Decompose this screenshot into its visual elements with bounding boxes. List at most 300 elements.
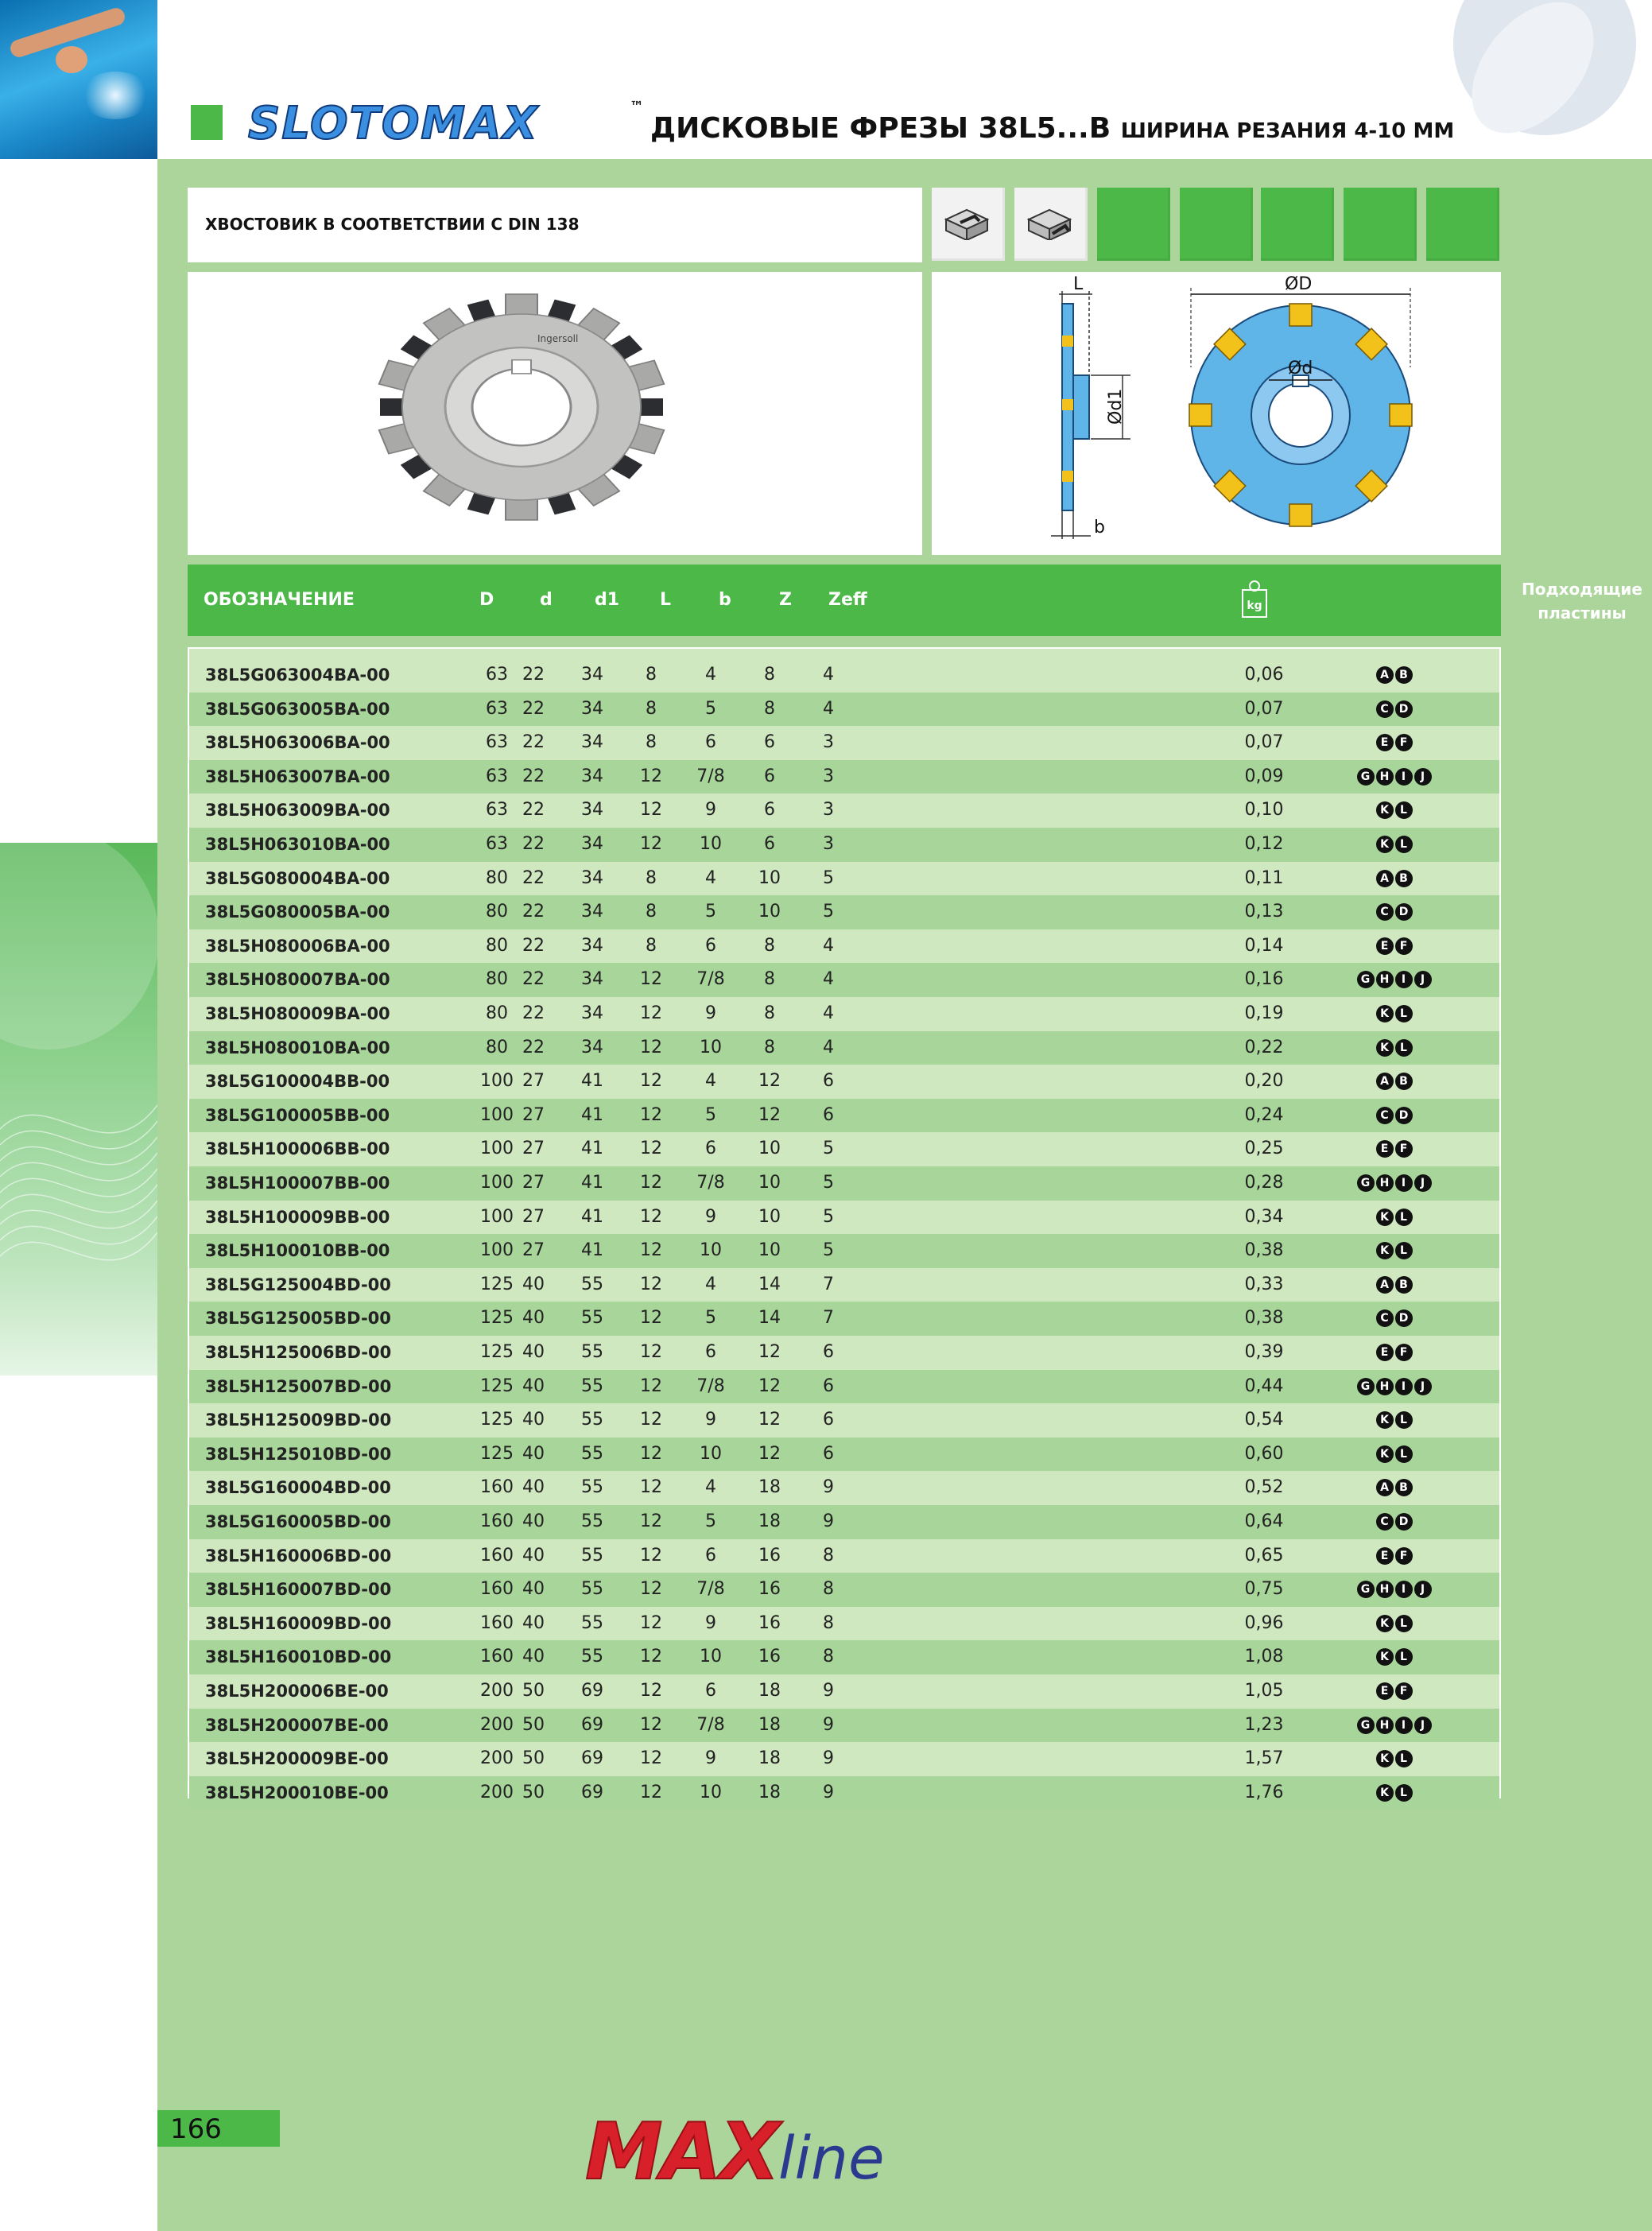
cell-weight: 0,22 bbox=[1244, 1037, 1284, 1057]
cell-z: 10 bbox=[758, 1139, 781, 1159]
insert-badge: A bbox=[1376, 1073, 1394, 1090]
swimmer-photo bbox=[0, 0, 157, 159]
cell-z: 14 bbox=[758, 1308, 781, 1329]
cell-d: 200 bbox=[480, 1681, 514, 1701]
cell-z: 12 bbox=[758, 1071, 781, 1092]
cell-designation: 38L5G063005BA-00 bbox=[205, 699, 390, 719]
cell-d: 40 bbox=[522, 1410, 545, 1430]
cell-b: 4 bbox=[705, 1071, 716, 1092]
title-text: ДИСКОВЫЕ ФРЕЗЫ 38L5...B bbox=[650, 112, 1111, 145]
cell-inserts bbox=[1320, 793, 1469, 828]
insert-badge: L bbox=[1395, 1039, 1413, 1057]
cell-zeff: 5 bbox=[823, 1240, 834, 1261]
cell-inserts bbox=[1320, 862, 1469, 896]
cell-d: 27 bbox=[522, 1104, 545, 1125]
insert-badge: G bbox=[1357, 1378, 1375, 1395]
cell-b: 6 bbox=[705, 935, 716, 956]
cell-inserts bbox=[1320, 1403, 1469, 1438]
cell-d: 22 bbox=[522, 1037, 545, 1057]
cell-designation: 38L5G100005BB-00 bbox=[205, 1105, 390, 1125]
table-row bbox=[189, 895, 1499, 929]
table-row bbox=[189, 1065, 1499, 1099]
cell-weight: 0,19 bbox=[1244, 1003, 1284, 1023]
cell-d: 80 bbox=[486, 935, 508, 956]
cell-z: 12 bbox=[758, 1342, 781, 1362]
cell-l: 12 bbox=[640, 1104, 662, 1125]
cell-d: 27 bbox=[522, 1240, 545, 1261]
table-row bbox=[189, 1166, 1499, 1201]
slotting-icon bbox=[943, 207, 991, 240]
cell-inserts bbox=[1320, 1742, 1469, 1776]
cell-z: 18 bbox=[758, 1714, 781, 1735]
cell-z: 8 bbox=[764, 1037, 775, 1057]
insert-badge: A bbox=[1376, 870, 1394, 887]
cell-l: 12 bbox=[640, 1342, 662, 1362]
cell-zeff: 8 bbox=[823, 1647, 834, 1667]
cell-zeff: 4 bbox=[823, 935, 834, 956]
insert-badge: B bbox=[1395, 1479, 1413, 1496]
cell-d: 27 bbox=[522, 1139, 545, 1159]
cell-d1: 34 bbox=[581, 834, 603, 854]
insert-badge: F bbox=[1395, 1344, 1413, 1361]
cell-l: 12 bbox=[640, 1375, 662, 1396]
cell-zeff: 3 bbox=[823, 834, 834, 854]
cell-zeff: 7 bbox=[823, 1308, 834, 1329]
cell-z: 6 bbox=[764, 732, 775, 753]
cell-b: 9 bbox=[705, 800, 716, 821]
insert-badge: L bbox=[1395, 1242, 1413, 1259]
cell-z: 6 bbox=[764, 800, 775, 821]
cell-inserts bbox=[1320, 997, 1469, 1031]
cell-inserts bbox=[1320, 1370, 1469, 1404]
insert-badge: H bbox=[1376, 1717, 1394, 1734]
cell-inserts bbox=[1320, 929, 1469, 964]
cell-z: 10 bbox=[758, 1173, 781, 1193]
cell-d: 22 bbox=[522, 766, 545, 786]
cell-d: 200 bbox=[480, 1748, 514, 1769]
insert-badge: C bbox=[1376, 700, 1394, 718]
cell-b: 10 bbox=[700, 1240, 722, 1261]
cell-d1: 41 bbox=[581, 1104, 603, 1125]
cell-d: 100 bbox=[480, 1071, 514, 1092]
insert-badge: I bbox=[1395, 971, 1413, 988]
cell-z: 18 bbox=[758, 1748, 781, 1769]
insert-badge: G bbox=[1357, 971, 1375, 988]
cell-inserts bbox=[1320, 963, 1469, 997]
cell-designation: 38L5G100004BB-00 bbox=[205, 1072, 390, 1092]
insert-badge: C bbox=[1376, 1310, 1394, 1327]
cell-d1: 69 bbox=[581, 1782, 603, 1802]
insert-badge: F bbox=[1395, 1140, 1413, 1158]
shank-standard-label: ХВОСТОВИК В СООТВЕТСТВИИ С DIN 138 bbox=[205, 215, 580, 234]
cell-zeff: 5 bbox=[823, 902, 834, 922]
cell-d: 100 bbox=[480, 1173, 514, 1193]
insert-badge: K bbox=[1376, 1615, 1394, 1632]
cell-inserts bbox=[1320, 726, 1469, 760]
cell-l: 12 bbox=[640, 1274, 662, 1294]
cell-d1: 55 bbox=[581, 1647, 603, 1667]
cell-designation: 38L5H080010BA-00 bbox=[205, 1038, 390, 1057]
cell-inserts bbox=[1320, 1573, 1469, 1607]
cell-zeff: 9 bbox=[823, 1681, 834, 1701]
insert-badge: L bbox=[1395, 1648, 1413, 1666]
cell-designation: 38L5H160010BD-00 bbox=[205, 1647, 392, 1667]
cell-designation: 38L5H063007BA-00 bbox=[205, 766, 390, 786]
cell-designation: 38L5G125004BD-00 bbox=[205, 1275, 391, 1294]
cell-l: 12 bbox=[640, 1037, 662, 1057]
cell-zeff: 3 bbox=[823, 766, 834, 786]
insert-badge: F bbox=[1395, 937, 1413, 955]
cell-z: 8 bbox=[764, 969, 775, 990]
insert-badge: J bbox=[1414, 1717, 1432, 1734]
cell-designation: 38L5G063004BA-00 bbox=[205, 665, 390, 685]
cell-designation: 38L5H160007BD-00 bbox=[205, 1580, 392, 1600]
column-D: D bbox=[479, 590, 494, 610]
cell-d: 80 bbox=[486, 1003, 508, 1023]
cell-weight: 1,08 bbox=[1244, 1647, 1284, 1667]
cell-inserts bbox=[1320, 1302, 1469, 1336]
insert-badge: J bbox=[1414, 971, 1432, 988]
cell-weight: 0,25 bbox=[1244, 1139, 1284, 1159]
cell-d1: 69 bbox=[581, 1714, 603, 1735]
cell-d: 50 bbox=[522, 1782, 545, 1802]
cell-b: 6 bbox=[705, 732, 716, 753]
cell-d1: 34 bbox=[581, 1003, 603, 1023]
cell-zeff: 8 bbox=[823, 1612, 834, 1633]
cell-z: 18 bbox=[758, 1511, 781, 1531]
cell-d1: 55 bbox=[581, 1511, 603, 1531]
cell-designation: 38L5G160005BD-00 bbox=[205, 1512, 391, 1531]
cell-designation: 38L5H200007BE-00 bbox=[205, 1715, 389, 1735]
cell-l: 12 bbox=[640, 1173, 662, 1193]
cell-zeff: 7 bbox=[823, 1274, 834, 1294]
cell-z: 16 bbox=[758, 1612, 781, 1633]
insert-badge: K bbox=[1376, 1648, 1394, 1666]
water-splash-shape bbox=[79, 72, 151, 119]
cell-b: 7/8 bbox=[696, 969, 725, 990]
cell-l: 12 bbox=[640, 1477, 662, 1498]
cell-d1: 41 bbox=[581, 1139, 603, 1159]
cell-d: 40 bbox=[522, 1477, 545, 1498]
cell-d: 40 bbox=[522, 1375, 545, 1396]
insert-badge: K bbox=[1376, 836, 1394, 853]
cell-z: 18 bbox=[758, 1782, 781, 1802]
insert-badge: C bbox=[1376, 1107, 1394, 1124]
cell-b: 7/8 bbox=[696, 1173, 725, 1193]
table-row bbox=[189, 1471, 1499, 1505]
cell-inserts bbox=[1320, 895, 1469, 929]
cell-b: 10 bbox=[700, 1443, 722, 1464]
table-row bbox=[189, 658, 1499, 693]
cell-designation: 38L5H160006BD-00 bbox=[205, 1546, 392, 1566]
insert-badge: G bbox=[1357, 1581, 1375, 1598]
cell-weight: 0,16 bbox=[1244, 969, 1284, 990]
insert-badge: E bbox=[1376, 1682, 1394, 1700]
cell-designation: 38L5H160009BD-00 bbox=[205, 1613, 392, 1633]
insert-badge: B bbox=[1395, 666, 1413, 684]
cell-b: 10 bbox=[700, 1647, 722, 1667]
insert-badge: D bbox=[1395, 700, 1413, 718]
cell-z: 6 bbox=[764, 766, 775, 786]
cell-d1: 55 bbox=[581, 1342, 603, 1362]
cell-zeff: 6 bbox=[823, 1342, 834, 1362]
application-icon-grooving bbox=[1014, 188, 1088, 261]
left-decorative-band bbox=[0, 843, 157, 1375]
cell-b: 5 bbox=[705, 902, 716, 922]
table-row bbox=[189, 929, 1499, 964]
cell-inserts bbox=[1320, 693, 1469, 727]
cell-d: 200 bbox=[480, 1714, 514, 1735]
cell-designation: 38L5H063009BA-00 bbox=[205, 801, 390, 821]
cell-d1: 41 bbox=[581, 1240, 603, 1261]
cell-designation: 38L5H200010BE-00 bbox=[205, 1783, 389, 1802]
product-photo-panel bbox=[188, 272, 922, 555]
cell-z: 10 bbox=[758, 1240, 781, 1261]
cell-zeff: 3 bbox=[823, 732, 834, 753]
cell-zeff: 6 bbox=[823, 1375, 834, 1396]
cell-weight: 0,07 bbox=[1244, 732, 1284, 753]
column-designation: ОБОЗНАЧЕНИЕ bbox=[204, 590, 355, 610]
table-row bbox=[189, 997, 1499, 1031]
cell-inserts bbox=[1320, 1201, 1469, 1235]
insert-badge: L bbox=[1395, 1750, 1413, 1767]
cell-designation: 38L5H125007BD-00 bbox=[205, 1376, 392, 1396]
cell-d: 22 bbox=[522, 1003, 545, 1023]
cell-l: 8 bbox=[646, 867, 657, 888]
cell-inserts bbox=[1320, 1099, 1469, 1133]
table-row bbox=[189, 1234, 1499, 1268]
application-icon-empty-1 bbox=[1097, 188, 1170, 261]
cell-b: 9 bbox=[705, 1003, 716, 1023]
cell-d: 22 bbox=[522, 902, 545, 922]
insert-badge: D bbox=[1395, 1107, 1413, 1124]
insert-badge: B bbox=[1395, 870, 1413, 887]
insert-badge: L bbox=[1395, 1411, 1413, 1429]
cell-b: 4 bbox=[705, 665, 716, 685]
cell-inserts bbox=[1320, 1505, 1469, 1539]
inserts-header-line2: пластины bbox=[1538, 603, 1627, 623]
cell-d1: 69 bbox=[581, 1748, 603, 1769]
trademark-symbol: ™ bbox=[630, 99, 644, 115]
insert-badge: G bbox=[1357, 768, 1375, 786]
insert-badge: J bbox=[1414, 1378, 1432, 1395]
insert-badge: B bbox=[1395, 1276, 1413, 1294]
cell-weight: 0,09 bbox=[1244, 766, 1284, 786]
cell-z: 6 bbox=[764, 834, 775, 854]
cell-d: 22 bbox=[522, 867, 545, 888]
label-L: L bbox=[1073, 274, 1084, 294]
cell-d1: 55 bbox=[581, 1443, 603, 1464]
disc-cutter-photo bbox=[188, 272, 922, 555]
cell-d: 100 bbox=[480, 1240, 514, 1261]
insert-badge: L bbox=[1395, 1615, 1413, 1632]
insert-badge: H bbox=[1376, 1378, 1394, 1395]
cell-l: 12 bbox=[640, 1139, 662, 1159]
cell-d1: 41 bbox=[581, 1071, 603, 1092]
cell-l: 12 bbox=[640, 1240, 662, 1261]
cell-zeff: 4 bbox=[823, 665, 834, 685]
cell-zeff: 8 bbox=[823, 1579, 834, 1600]
cell-d: 50 bbox=[522, 1714, 545, 1735]
cell-z: 18 bbox=[758, 1681, 781, 1701]
cell-zeff: 6 bbox=[823, 1410, 834, 1430]
cell-d: 160 bbox=[480, 1579, 514, 1600]
insert-badge: H bbox=[1376, 1581, 1394, 1598]
front-view bbox=[1189, 274, 1412, 526]
cell-z: 16 bbox=[758, 1579, 781, 1600]
table-row bbox=[189, 862, 1499, 896]
cell-l: 12 bbox=[640, 1647, 662, 1667]
cell-d: 125 bbox=[480, 1375, 514, 1396]
cell-l: 12 bbox=[640, 766, 662, 786]
cell-zeff: 9 bbox=[823, 1748, 834, 1769]
insert-badge: L bbox=[1395, 1445, 1413, 1463]
page-number: 166 bbox=[170, 2113, 222, 2145]
cell-weight: 0,65 bbox=[1244, 1545, 1284, 1566]
table-row bbox=[189, 693, 1499, 727]
cell-zeff: 5 bbox=[823, 1139, 834, 1159]
table-row bbox=[189, 1031, 1499, 1065]
cell-designation: 38L5G080005BA-00 bbox=[205, 902, 390, 922]
cell-d: 80 bbox=[486, 969, 508, 990]
cell-weight: 0,20 bbox=[1244, 1071, 1284, 1092]
table-row bbox=[189, 1336, 1499, 1370]
cell-l: 12 bbox=[640, 1714, 662, 1735]
insert-badge: J bbox=[1414, 1174, 1432, 1192]
cell-zeff: 4 bbox=[823, 698, 834, 719]
cell-designation: 38L5H200009BE-00 bbox=[205, 1749, 389, 1769]
table-row bbox=[189, 1438, 1499, 1472]
insert-badge: E bbox=[1376, 937, 1394, 955]
cell-b: 5 bbox=[705, 1511, 716, 1531]
cell-designation: 38L5H125006BD-00 bbox=[205, 1343, 392, 1362]
table-row bbox=[189, 1573, 1499, 1607]
cell-z: 16 bbox=[758, 1647, 781, 1667]
cell-weight: 0,38 bbox=[1244, 1308, 1284, 1329]
cell-designation: 38L5H080007BA-00 bbox=[205, 970, 390, 990]
cell-zeff: 5 bbox=[823, 1206, 834, 1227]
insert-badge: K bbox=[1376, 1005, 1394, 1022]
insert-badge: H bbox=[1376, 1174, 1394, 1192]
cell-d1: 34 bbox=[581, 732, 603, 753]
cell-weight: 0,52 bbox=[1244, 1477, 1284, 1498]
column-d1: d1 bbox=[595, 590, 620, 610]
cell-d1: 34 bbox=[581, 867, 603, 888]
table-row bbox=[189, 1640, 1499, 1674]
cell-b: 7/8 bbox=[696, 1579, 725, 1600]
cell-b: 9 bbox=[705, 1410, 716, 1430]
table-row bbox=[189, 1607, 1499, 1641]
cell-d: 27 bbox=[522, 1173, 545, 1193]
cell-weight: 0,60 bbox=[1244, 1443, 1284, 1464]
cell-d: 40 bbox=[522, 1274, 545, 1294]
cell-d: 22 bbox=[522, 732, 545, 753]
table-row bbox=[189, 1776, 1499, 1810]
table-row bbox=[189, 1132, 1499, 1166]
cell-designation: 38L5H125009BD-00 bbox=[205, 1410, 392, 1430]
table-row bbox=[189, 1505, 1499, 1539]
cell-l: 12 bbox=[640, 1071, 662, 1092]
cell-inserts bbox=[1320, 1471, 1469, 1505]
cell-inserts bbox=[1320, 828, 1469, 862]
cell-d: 100 bbox=[480, 1206, 514, 1227]
column-L: L bbox=[660, 590, 672, 610]
insert-badge: K bbox=[1376, 1242, 1394, 1259]
cell-b: 4 bbox=[705, 1274, 716, 1294]
column-inserts bbox=[1507, 577, 1652, 625]
insert-badge: E bbox=[1376, 734, 1394, 751]
cell-zeff: 5 bbox=[823, 867, 834, 888]
insert-badge: H bbox=[1376, 768, 1394, 786]
cell-z: 8 bbox=[764, 935, 775, 956]
cell-d: 125 bbox=[480, 1443, 514, 1464]
cell-inserts bbox=[1320, 760, 1469, 794]
insert-badge: K bbox=[1376, 1411, 1394, 1429]
cell-z: 10 bbox=[758, 1206, 781, 1227]
cell-inserts bbox=[1320, 1132, 1469, 1166]
insert-badge: I bbox=[1395, 1581, 1413, 1598]
cell-b: 6 bbox=[705, 1342, 716, 1362]
cell-b: 6 bbox=[705, 1139, 716, 1159]
cell-l: 12 bbox=[640, 1003, 662, 1023]
cell-d: 22 bbox=[522, 969, 545, 990]
cell-d: 63 bbox=[486, 732, 508, 753]
cell-l: 12 bbox=[640, 1681, 662, 1701]
cell-weight: 0,34 bbox=[1244, 1206, 1284, 1227]
cell-b: 4 bbox=[705, 1477, 716, 1498]
cell-l: 12 bbox=[640, 1545, 662, 1566]
insert-badge: B bbox=[1395, 1073, 1413, 1090]
table-header bbox=[188, 565, 1642, 636]
insert-badge: L bbox=[1395, 1209, 1413, 1226]
application-icon-empty-2 bbox=[1180, 188, 1253, 261]
cell-weight: 1,23 bbox=[1244, 1714, 1284, 1735]
cell-b: 5 bbox=[705, 1308, 716, 1329]
insert-badge: D bbox=[1395, 1513, 1413, 1531]
cell-b: 6 bbox=[705, 1681, 716, 1701]
cell-l: 8 bbox=[646, 935, 657, 956]
cell-inserts bbox=[1320, 1065, 1469, 1099]
cell-designation: 38L5H063006BA-00 bbox=[205, 733, 390, 753]
insert-badge: C bbox=[1376, 1513, 1394, 1531]
inserts-header-line1: Подходящие bbox=[1522, 580, 1642, 599]
cell-d: 27 bbox=[522, 1071, 545, 1092]
label-D: ØD bbox=[1285, 274, 1313, 294]
table-row bbox=[189, 726, 1499, 760]
cell-z: 8 bbox=[764, 698, 775, 719]
cell-z: 16 bbox=[758, 1545, 781, 1566]
cell-zeff: 3 bbox=[823, 800, 834, 821]
cell-d1: 55 bbox=[581, 1612, 603, 1633]
cell-weight: 0,10 bbox=[1244, 800, 1284, 821]
cell-weight: 0,64 bbox=[1244, 1511, 1284, 1531]
table-row bbox=[189, 1268, 1499, 1302]
cell-l: 8 bbox=[646, 698, 657, 719]
cell-l: 12 bbox=[640, 834, 662, 854]
insert-badge: L bbox=[1395, 836, 1413, 853]
cell-weight: 0,14 bbox=[1244, 935, 1284, 956]
cell-d1: 55 bbox=[581, 1308, 603, 1329]
cell-weight: 0,44 bbox=[1244, 1375, 1284, 1396]
cell-weight: 0,33 bbox=[1244, 1274, 1284, 1294]
cell-d: 80 bbox=[486, 1037, 508, 1057]
cell-zeff: 6 bbox=[823, 1104, 834, 1125]
cell-d1: 55 bbox=[581, 1410, 603, 1430]
table-row bbox=[189, 828, 1499, 862]
cell-l: 12 bbox=[640, 1308, 662, 1329]
cell-b: 6 bbox=[705, 1545, 716, 1566]
maxline-logo-max: MAX bbox=[585, 2107, 778, 2198]
